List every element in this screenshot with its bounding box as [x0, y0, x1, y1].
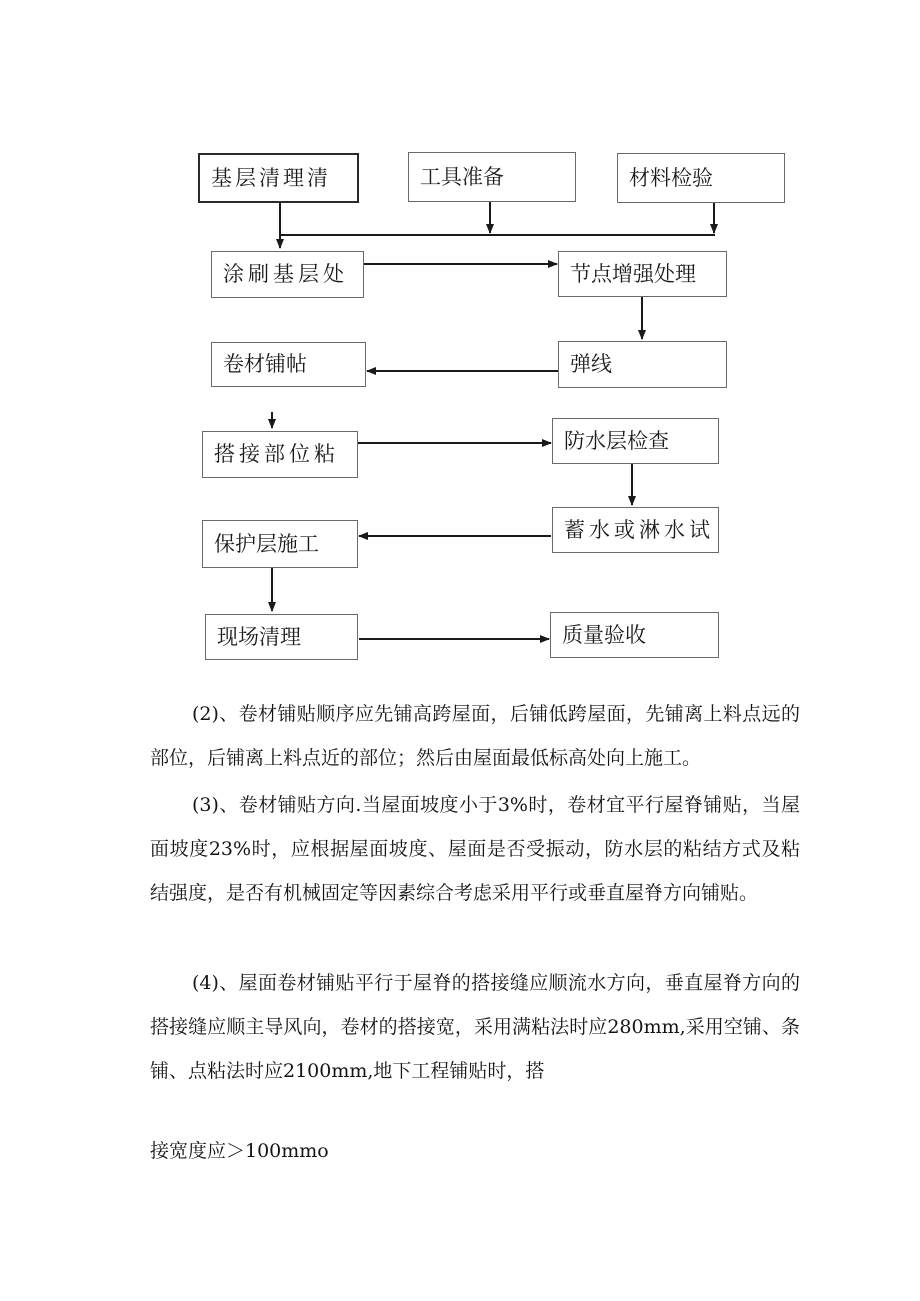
node-snap-line [558, 341, 727, 388]
node-membrane-laying [211, 342, 366, 387]
node-tool-prep [408, 152, 576, 202]
node-site-cleanup-label: 现场清理 [217, 624, 301, 649]
node-protective-layer-label: 保护层施工 [214, 531, 319, 556]
paragraph-4: (4)、屋面卷材铺贴平行于屋脊的搭接缝应顺流水方向，垂直屋脊方向的搭接缝应顺主导风向，卷材的搭接宽，采用满粘法时应280mm,采用空铺、条铺、点粘法时应2100mm,地下工程铺贴时，搭 [150, 972, 800, 1082]
paragraph-2: (2)、卷材铺贴顺序应先铺高跨屋面，后铺低跨屋面，先铺离上料点远的部位，后铺离上料点近的部位；然后由屋面最低标高处向上施工。 [150, 703, 800, 769]
node-material-check-label: 材料检验 [629, 165, 713, 190]
node-quality-acceptance [550, 612, 719, 658]
node-reinforce [558, 251, 727, 297]
node-material-check [617, 153, 785, 203]
node-base-coating [211, 251, 364, 298]
node-water-test [552, 507, 719, 553]
node-base-cleaning [198, 153, 359, 203]
node-tool-prep-label: 工具准备 [420, 164, 504, 189]
paragraph-5: 接宽度应＞100mmo [150, 1140, 329, 1162]
node-quality-acceptance-label: 质量验收 [562, 622, 646, 647]
node-waterproof-check [552, 418, 719, 464]
node-overlap-bonding [202, 431, 358, 478]
node-membrane-laying-label: 卷材铺帖 [223, 352, 307, 376]
paragraph-3: (3)、卷材铺贴方向.当屋面坡度小于3%时，卷材宜平行屋脊铺贴，当屋面坡度23%时，应根据屋面坡度、屋面是否受振动，防水层的粘结方式及粘结强度，是否有机械固定等因素综合考虑采用平行或垂直屋脊方向铺贴。 [150, 794, 800, 904]
node-protective-layer [202, 520, 358, 568]
node-reinforce-label: 节点增强处理 [570, 261, 696, 286]
node-water-test-label: 蓄水或淋水试 [564, 517, 714, 542]
node-base-coating-label: 涂刷基层处 [223, 262, 348, 286]
node-base-cleaning-label: 基层清理清 [211, 165, 331, 190]
node-snap-line-label: 弹线 [570, 352, 612, 376]
node-waterproof-check-label: 防水层检查 [564, 428, 669, 453]
node-site-cleanup [205, 614, 358, 660]
node-overlap-bonding-label: 搭接部位粘 [214, 442, 339, 466]
